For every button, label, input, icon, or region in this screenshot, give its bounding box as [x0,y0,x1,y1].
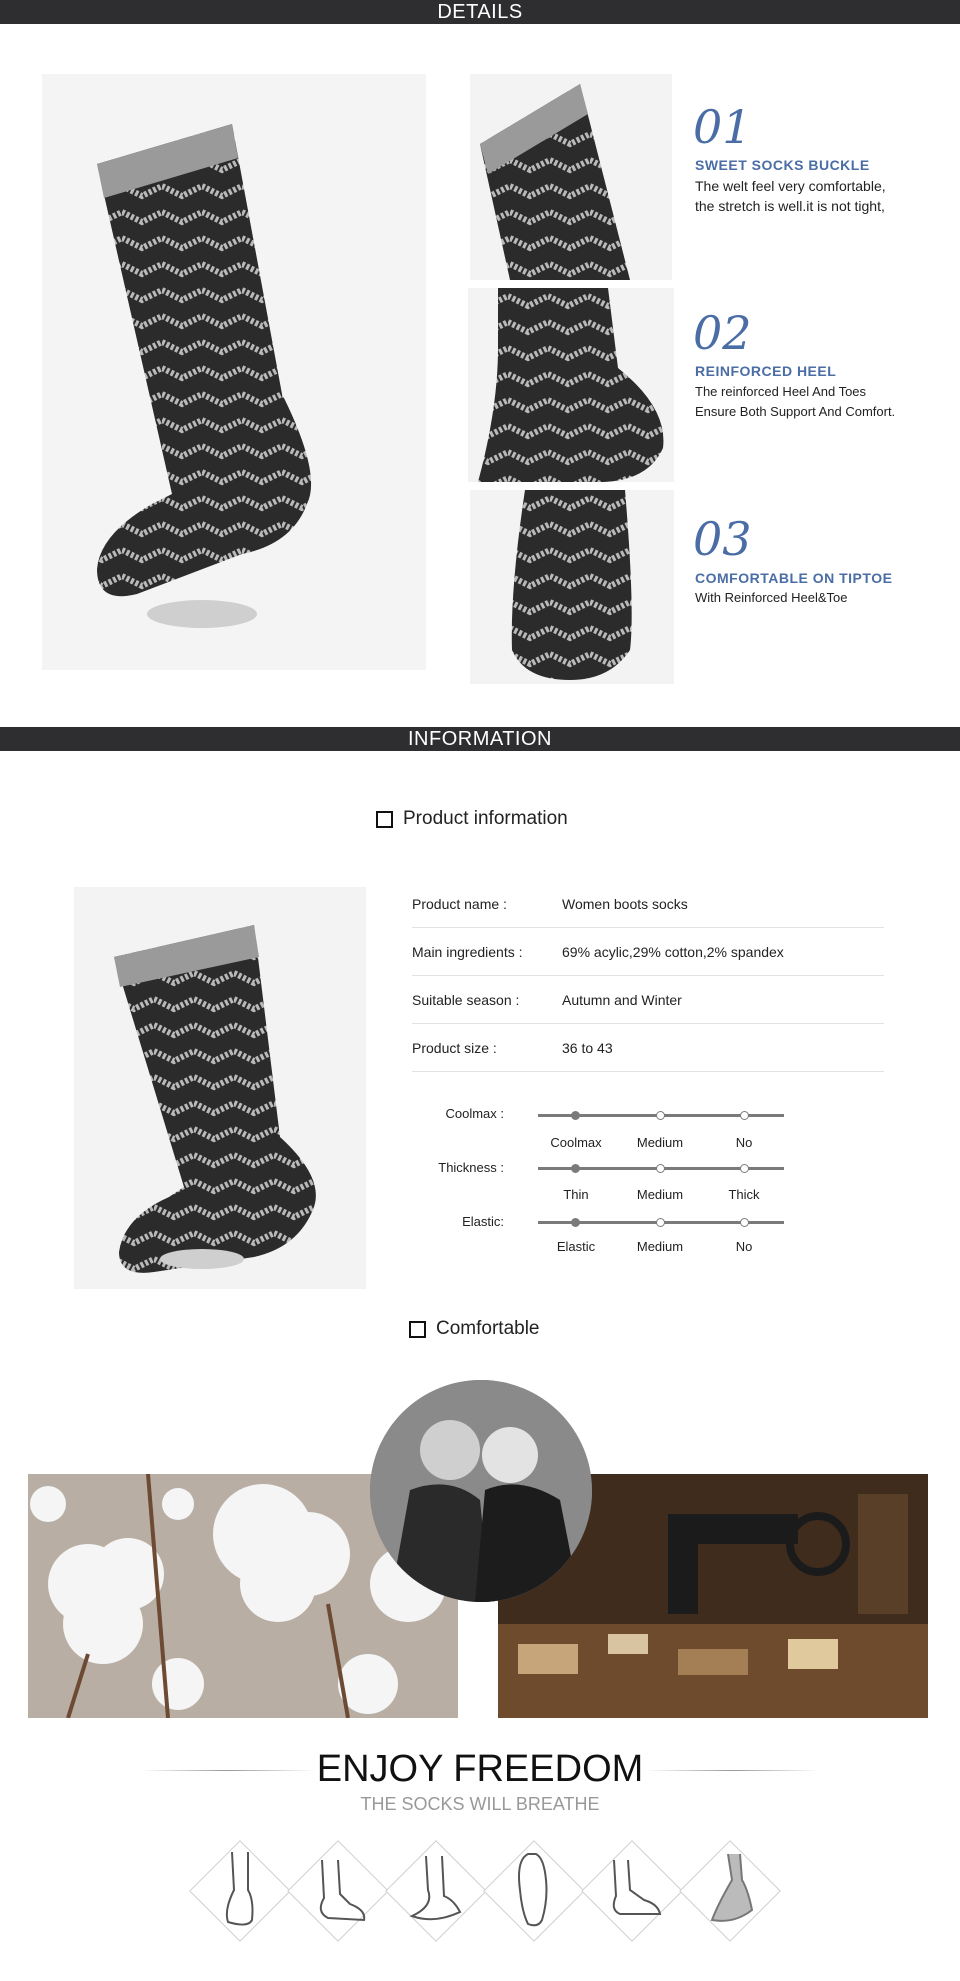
foot-heel-icon [306,1850,370,1930]
scale-track-thickness [538,1167,784,1170]
scale-option: No [735,1239,753,1254]
scale-dot-selected [571,1218,580,1227]
information-bar-title: INFORMATION [407,728,552,750]
scale-label-coolmax: Coolmax : [445,1106,504,1121]
feature-desc-01-line1: The welt feel very comfortable, [695,178,886,194]
sock-heel-photo [468,288,674,482]
scale-dot [740,1218,749,1227]
scale-option: Medium [636,1135,684,1150]
product-information-heading-text: Product information [403,808,568,829]
feature-desc-02 [695,382,895,422]
scale-option: No [735,1135,753,1150]
scale-dot-selected [571,1111,580,1120]
foot-side-icon [208,1850,272,1930]
product-photo [74,887,366,1289]
info-row-suitable-season [412,976,884,1024]
feature-title-02: REINFORCED HEEL [695,363,837,379]
feature-number-01: 01 [693,100,752,154]
scale-track-elastic [538,1221,784,1224]
sock-main-photo [42,74,426,670]
scale-dot [656,1164,665,1173]
information-section-bar [0,727,960,751]
feature-desc-01 [695,176,886,216]
info-value: 36 to 43 [562,1040,613,1056]
scale-option: Elastic [556,1239,596,1254]
info-label: Product size : [412,1040,497,1056]
info-label: Main ingredients : [412,944,523,960]
feature-desc-03-line1: With Reinforced Heel&Toe [695,590,848,605]
feature-title-03: COMFORTABLE ON TIPTOE [695,570,893,586]
foot-instep-icon [600,1850,664,1930]
feature-desc-03 [695,588,847,608]
scale-dot [740,1111,749,1120]
info-label: Product name : [412,896,507,912]
foot-arch-icon [404,1850,468,1930]
comfortable-heading-text: Comfortable [436,1318,540,1339]
scale-dot [656,1111,665,1120]
sock-toe-photo [470,490,674,684]
feature-desc-01-line2: the stretch is well.it is not tight, [695,198,885,214]
info-row-product-name [412,880,884,928]
scale-track-coolmax [538,1114,784,1117]
scale-option: Thick [728,1187,760,1202]
scale-dot [656,1218,665,1227]
enjoy-freedom-title: ENJOY FREEDOM [316,1748,644,1790]
info-label: Suitable season : [412,992,520,1008]
couple-circle-photo [370,1380,592,1602]
scale-option: Thin [563,1187,589,1202]
feature-desc-02-line1: The reinforced Heel And Toes [695,384,867,399]
scale-dot-selected [571,1164,580,1173]
info-row-product-size [412,1024,884,1072]
scale-option: Medium [636,1239,684,1254]
comfortable-heading [409,1318,540,1340]
enjoy-freedom-subtitle: THE SOCKS WILL BREATHE [360,1794,600,1814]
details-bar-title: DETAILS [437,1,523,23]
scale-label-elastic: Elastic: [462,1214,504,1229]
scale-dot [740,1164,749,1173]
info-value: 69% acylic,29% cotton,2% spandex [562,944,784,960]
sock-cuff-photo [470,74,672,280]
foot-anatomy-icon [698,1850,762,1930]
feature-desc-02-line2: Ensure Both Support And Comfort. [695,404,896,419]
info-row-main-ingredients [412,928,884,976]
foot-sole-icon [502,1850,566,1930]
feature-number-02: 02 [693,306,752,360]
details-section-bar [0,0,960,24]
square-bullet-icon [409,1321,426,1338]
info-value: Women boots socks [562,896,688,912]
scale-option: Medium [636,1187,684,1202]
feature-number-03: 03 [693,512,752,566]
product-information-heading [376,808,568,830]
square-bullet-icon [376,811,393,828]
scale-option: Coolmax [550,1135,602,1150]
scale-label-thickness: Thickness : [438,1160,504,1175]
info-value: Autumn and Winter [562,992,682,1008]
feature-title-01: SWEET SOCKS BUCKLE [695,157,870,173]
